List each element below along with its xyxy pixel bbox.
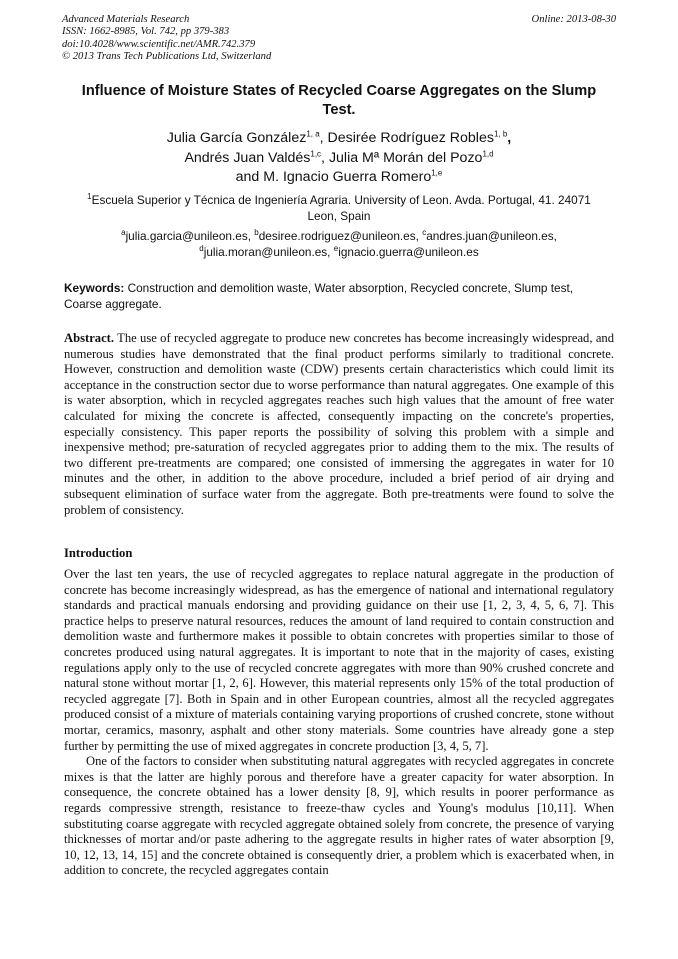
abstract-block (64, 331, 614, 518)
paper-title: Influence of Moisture States of Recycled Coarse Aggregates on the Slump Test. (81, 83, 597, 118)
email-mark: c (422, 228, 427, 238)
affiliation-mark: 1 (87, 192, 92, 202)
issn-line: ISSN: 1662-8985, Vol. 742, pp 379-383 (62, 26, 230, 38)
affiliation (64, 193, 614, 224)
email-mark: b (254, 228, 259, 238)
email-link[interactable]: julia.moran@unileon.es, (203, 244, 331, 259)
affiliation-line: Leon, Spain (307, 208, 371, 223)
author-name: Desirée Rodríguez Robles (327, 130, 494, 146)
author-name: Julia García González (166, 130, 307, 146)
section-heading-introduction: Introduction (64, 546, 133, 560)
keywords-block (64, 281, 614, 312)
doi-line: doi:10.4028/www.scientific.net/AMR.742.379 (62, 38, 256, 50)
abstract-text: The use of recycled aggregate to produce new concretes has become increasingly widespread, and numerous studies have demonstrated that the final product performs similarly to traditional concrete. However, construction and demolition waste (CDW) presents certain characteristics which could limit its acceptance in the construction sector due to worse performance than natural aggregates. One example of this is water absorption, which in recycled aggregates reaches such high values that the amount of free water calculated for mixing the concrete is affected, consequently impacting on the concrete's properties, especially consistency. This paper reports the possibility of solving this problem with a simple and inexpensive method; pre-saturation of recycled aggregates prior to adding them to the mix. The results of two different pre-treatments are compared; one consisted of immersing the aggregates in water for 10 minutes and the other, in addition to the above procedure, included a brief period of air drying and subsequent elimination of surface water from the aggregate. Both pre-treatments were found to solve the problem of consistency. (64, 331, 614, 517)
body-paragraph: One of the factors to consider when substituting natural aggregates with recycled aggregates in concrete mixes is that the latter are highly porous and therefore have a greater capacity for water absorption. In consequence, the concrete obtained has a lower density [8, 9], which results in poorer performance as regards compressive strength, resistance to freeze-thaw cycles and Young's modulus [10,11]. When substituting coarse aggregate with recycled aggregate obtained solely from concrete, the presence of varying thicknesses of mortar and/or paste adhering to the aggregate results in higher rates of water absorption [9, 10, 12, 13, 14, 15] and the concrete obtained is consequently drier, a problem which is exacerbated when, in addition to concrete, the recycled aggregates contain (64, 754, 614, 878)
author-affil-mark: 1,e (431, 168, 443, 178)
author-name: Julia Mª Morán del Pozo (328, 149, 483, 166)
email-mark: a (121, 228, 126, 238)
affiliation-line: Escuela Superior y Técnica de Ingeniería Agraria. University of Leon. Avda. Portugal, 41. 24071 (91, 193, 591, 207)
author-name: Andrés Juan Valdés (184, 149, 311, 166)
introduction-body (64, 567, 614, 879)
keywords-text: Construction and demolition waste, Water absorption, Recycled concrete, Slump test, Coarse aggregate. (64, 281, 574, 311)
abstract-label: Abstract. (64, 331, 115, 345)
author-affil-mark: 1, a (306, 129, 320, 139)
journal-name: Advanced Materials Research (62, 14, 190, 25)
journal-header (62, 14, 271, 64)
keywords-label: Keywords: (64, 281, 125, 295)
author-list: Julia García González$^{1, a}$, Desirée Rodríguez Robles$^{1, b}$, Andrés Juan Valdés$^{1,c}$, Julia Mª Morán del Pozo$^{1,d}$ and M. Ignacio Guerra Romero$^{1,e}$ (166, 129, 512, 185)
author-emails (64, 229, 614, 260)
author-affil-mark: 1,d (482, 148, 494, 158)
online-date: Online: 2013-08-30 (531, 14, 616, 25)
email-link[interactable]: julia.garcia@unileon.es, (125, 229, 251, 243)
author-affil-mark: 1,c (310, 148, 322, 158)
copyright-line: © 2013 Trans Tech Publications Ltd, Switzerland (62, 51, 272, 63)
email-link[interactable]: ignacio.guerra@unileon.es (338, 244, 479, 259)
email-link[interactable]: andres.juan@unileon.es, (426, 229, 557, 243)
email-link[interactable]: desiree.rodriguez@unileon.es, (258, 229, 419, 243)
email-mark: d (199, 243, 204, 253)
author-affil-mark: 1, b (493, 129, 508, 139)
author-name: and M. Ignacio Guerra Romero (235, 169, 432, 185)
email-mark: e (333, 243, 339, 253)
body-paragraph: Over the last ten years, the use of recycled aggregates to replace natural aggregate in the production of concrete has become increasingly widespread, as has the emergence of national and international regulatory standards and practical manuals endorsing and providing guidance on their use [1, 2, 3, 4, 5, 6, 7]. This practice helps to preserve natural resources, reduces the amount of land required to contain construction and demolition waste and furthermore makes it possible to obtain concretes with properties similar to those of concretes produced using natural aggregates. It is important to note that in the majority of cases, existing regulations apply only to the use of recycled concrete aggregates with more than 90% crushed concrete and natural stone without mortar [1, 2, 6]. However, this material represents only 15% of the total production of recycled aggregate [7]. Both in Spain and in other European countries, almost all the recycled aggregates produced consist of a mixture of materials containing varying proportions of crushed concrete, stone without mortar, ceramics, masonry, asphalt and other stony materials. Some countries have already gone a step further by permitting the use of mixed aggregates in concrete production [3, 4, 5, 7]. (64, 567, 614, 753)
